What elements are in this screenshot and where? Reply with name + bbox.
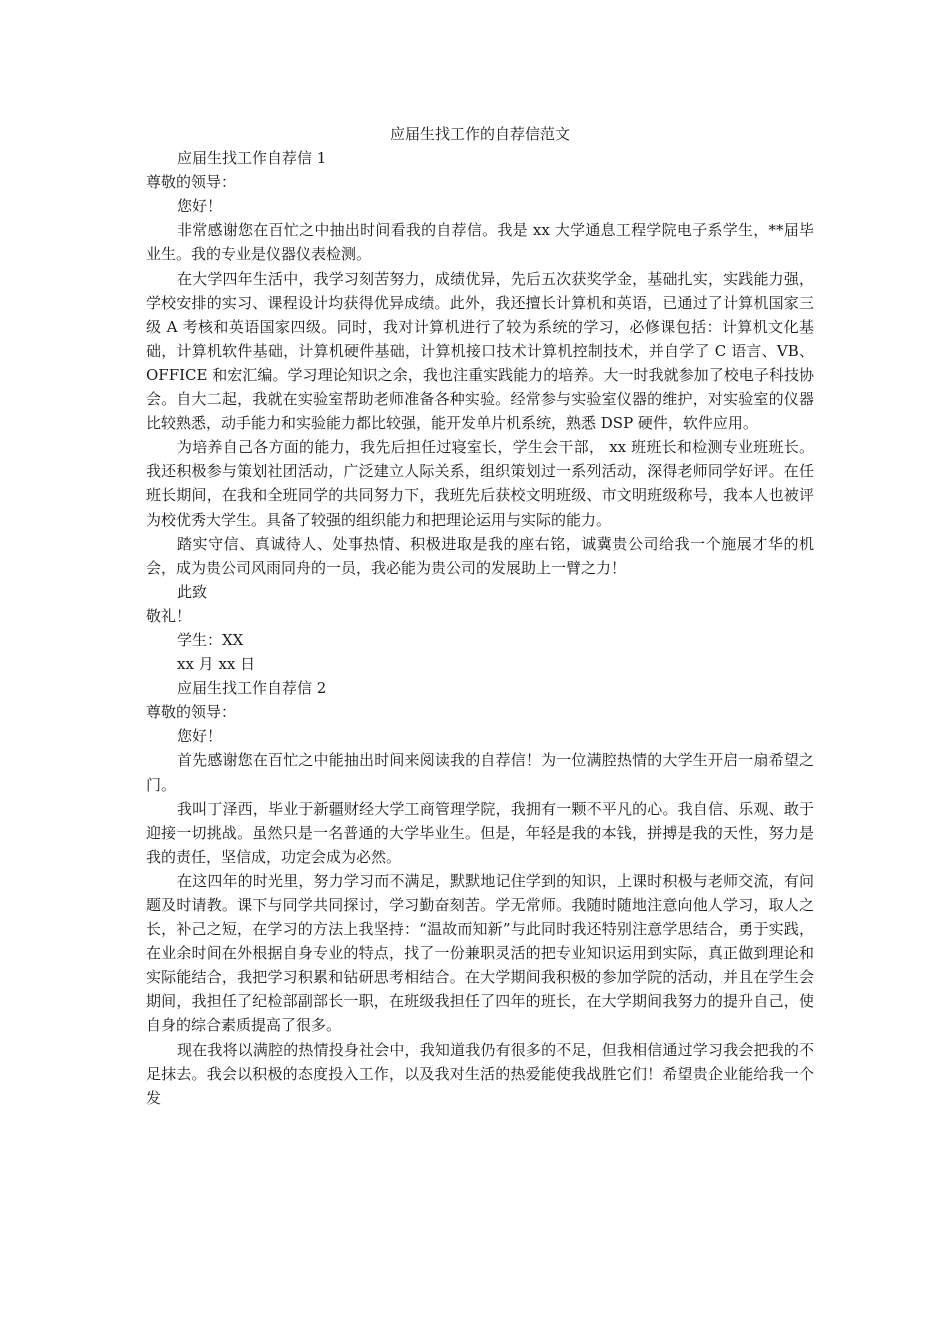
letter1-salutation: 尊敬的领导：	[146, 173, 237, 192]
letter1-paragraph: 为培养自己各方面的能力，我先后担任过寝室长，学生会干部， xx 班班长和检测专业班班长。我还积极参与策划社团活动，广泛建立人际关系，组织策划过一系列活动，深得老师同学好评。在任班长期间，在我和全班同学的共同努力下，我班先后获校文明班级、市文明班级称号，我本人也被评为校优秀大学生。具备了较强的组织能力和把理论运用与实际的能力。	[146, 438, 814, 529]
letter2-paragraph: 在这四年的时光里，努力学习而不满足，默默地记住学到的知识，上课时积极与老师交流，有问题及时请教。课下与同学共同探讨，学习勤奋刻苦。学无常师。我随时随地注意向他人学习，取人之长，补己之短，在学习的方法上我坚持：“温故而知新”与此同时我还特别注意学思结合，勇于实践，在业余时间在外根据自身专业的特点，找了一份兼职灵活的把专业知识运用到实际，真正做到理论和实际能结合，我把学习积累和钻研思考相结合。在大学期间我积极的参加学院的活动，并且在学生会期间，我担任了纪检部副部长一职，在班级我担任了四年的班长，在大学期间我努力的提升自己，使自身的综合素质提高了很多。	[146, 871, 814, 1035]
document-page	[146, 122, 814, 1110]
letter1-paragraph: 非常感谢您在百忙之中抽出时间看我的自荐信。我是 xx 大学通息工程学院电子系学生，**届毕业生。我的专业是仪器仪表检测。	[146, 221, 814, 264]
letter2-paragraph: 我叫丁泽西，毕业于新疆财经大学工商管理学院，我拥有一颗不平凡的心。我自信、乐观、敢于迎接一切挑战。虽然只是一名普通的大学毕业生。但是，年轻是我的本钱，拼搏是我的天性，努力是我的责任，坚信成，功定会成为必然。	[146, 799, 814, 866]
letter2-greeting: 您好！	[177, 727, 223, 746]
letter1-heading: 应届生找工作自荐信 1	[177, 149, 327, 168]
letter2-paragraph: 现在我将以满腔的热情投身社会中，我知道我仍有很多的不足，但我相信通过学习我会把我的不足抹去。我会以积极的态度投入工作，以及我对生活的热爱能使我战胜它们！希望贵企业能给我一个发	[146, 1040, 814, 1107]
letter1-date: xx 月 xx 日	[177, 655, 256, 674]
letter1-closing: 此致	[177, 582, 208, 601]
letter2-heading: 应届生找工作自荐信 2	[177, 679, 327, 698]
letter2-paragraph: 首先感谢您在百忙之中能抽出时间来阅读我的自荐信！为一位满腔热情的大学生开启一扇希望之门。	[146, 751, 814, 794]
letter1-paragraph: 踏实守信、真诚待人、处事热情、积极进取是我的座右铭，诚冀贵公司给我一个施展才华的机会，成为贵公司风雨同舟的一员，我必能为贵公司的发展助上一臂之力！	[146, 534, 814, 577]
document-title: 应届生找工作的自荐信范文	[389, 125, 570, 143]
letter1-regards: 敬礼！	[146, 606, 192, 625]
letter1-greeting: 您好！	[177, 197, 223, 216]
letter1-paragraph: 在大学四年生活中，我学习刻苦努力，成绩优异，先后五次获奖学金，基础扎实，实践能力强，学校安排的实习、课程设计均获得优异成绩。此外，我还擅长计算机和英语，已通过了计算机国家三级 A 考核和英语国家四级。同时，我对计算机进行了较为系统的学习，必修课包括：计算机文化基础，计算机软件基础，计算机硬件基础，计算机接口技术计算机控制技术，并自学了 C 语言、VB、OFFICE 和宏汇编。学习理论知识之余，我也注重实践能力的培养。大一时我就参加了校电子科技协会。自大二起，我就在实验室帮助老师准备各种实验。经常参与实验室仪器的维护，对实验室的仪器比较熟悉，动手能力和实验能力都比较强，能开发单片机系统，熟悉 DSP 硬件，软件应用。	[146, 269, 814, 433]
letter1-signature: 学生：XX	[177, 630, 244, 649]
letter2-salutation: 尊敬的领导：	[146, 703, 237, 722]
